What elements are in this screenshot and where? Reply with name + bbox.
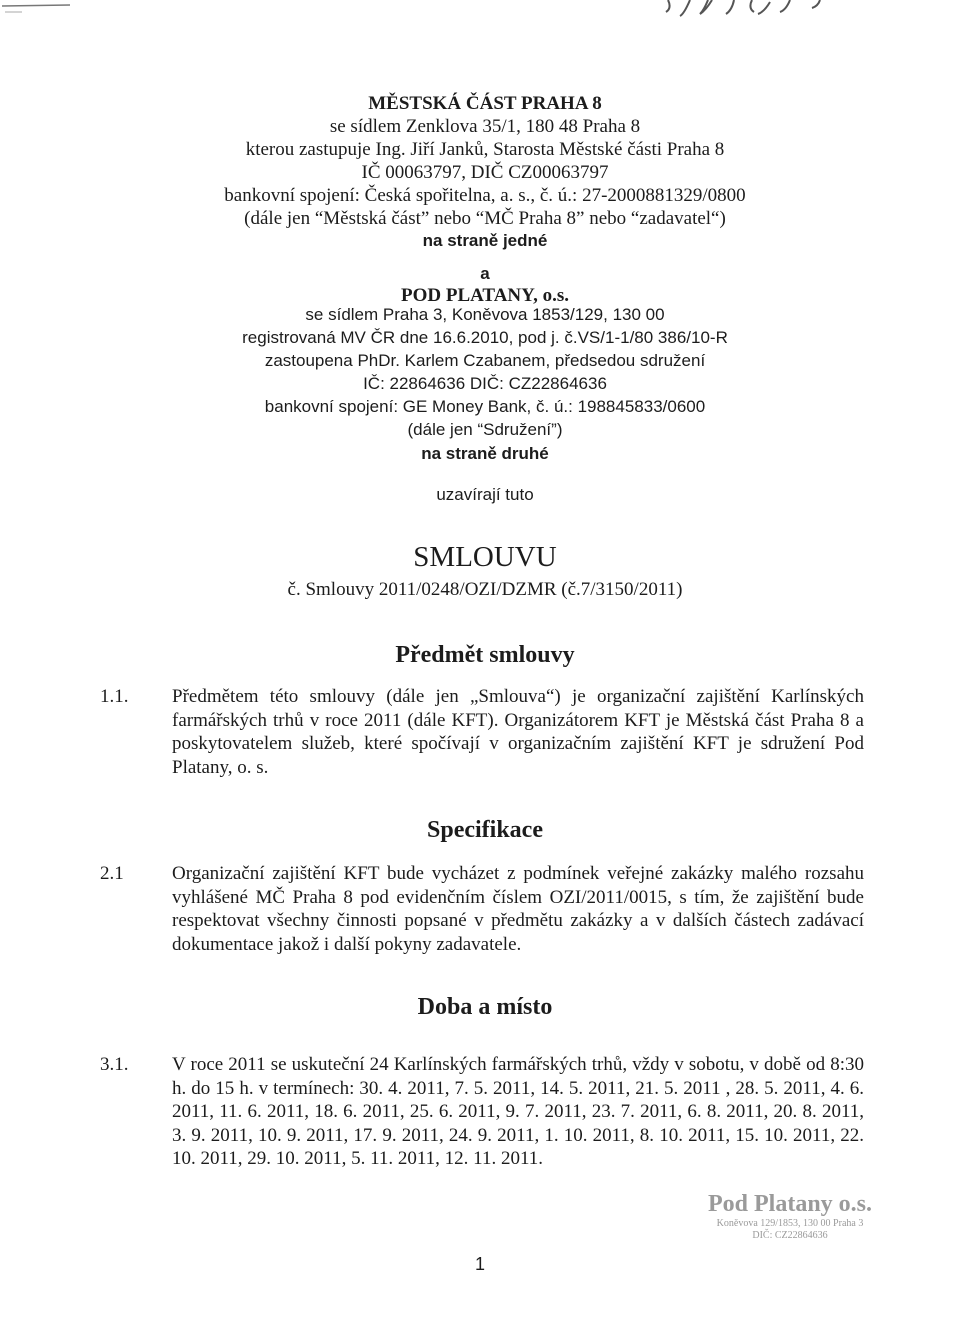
party-two-side: na straně druhé [421,444,549,463]
party-two-bank: bankovní spojení: GE Money Bank, č. ú.: 198845833/0600 [264,397,706,416]
document-title: SMLOUVU [413,541,557,573]
clause-number: 3.1. [100,1054,129,1075]
party-one-bank: bankovní spojení: Česká spořitelna, a. s., č. ú.: 27-2000881329/0800 [224,185,746,206]
parties-connector: a [480,264,490,283]
party-one-seat: se sídlem Zenklova 35/1, 180 48 Praha 8 [329,116,641,137]
party-one-representative: kterou zastupuje Ing. Jiří Janků, Starosta Městské části Praha 8 [245,139,725,160]
section-heading-specification: Specifikace [427,817,543,843]
section-heading-subject: Předmět smlouvy [395,642,575,668]
section-heading-time-place: Doba a místo [417,994,553,1020]
party-one-ids: IČ 00063797, DIČ CZ00063797 [361,162,609,183]
party-two-ids: IČ: 22864636 DIČ: CZ22864636 [363,374,607,393]
page-number: 1 [474,1254,485,1274]
party-one-alias: (dále jen “Městská část” nebo “MČ Praha 8” nebo “zadavatel“) [244,208,726,229]
party-two-seat: se sídlem Praha 3, Koněvova 1853/129, 130 00 [305,305,665,324]
party-two-representative: zastoupena PhDr. Karlem Czabanem, předsedou sdružení [264,351,706,370]
party-two-name: POD PLATANY, o.s. [400,285,570,306]
stamp-dic: DIČ: CZ22864636 [752,1230,828,1241]
clause-text-subject: Předmětem této smlouvy (dále jen „Smlouva“) je organizační zajištění Karlínských farmářských trhů v roce 2011 (dále KFT). Organizátorem KFT je Městská část Praha 8 a poskytovatelem služeb, které spočívají v organizačním zajištění KFT je sdružení Pod Platany, o. s. [172,686,864,778]
clause-number: 1.1. [100,686,129,707]
party-two-registration: registrovaná MV ČR dne 16.6.2010, pod j. č.VS/1-1/80 386/10-R [242,328,728,347]
contract-number: č. Smlouvy 2011/0248/OZI/DZMR (č.7/3150/2011) [287,579,683,600]
scan-artifact-marks [0,0,960,60]
clause-number: 2.1 [100,863,124,884]
stamp-address: Koněvova 129/1853, 130 00 Praha 3 [716,1218,864,1229]
conclude-text: uzavírají tuto [436,485,534,504]
clause-text-specification: Organizační zajištění KFT bude vycházet z podmínek veřejné zakázky malého rozsahu vyhlášené MČ Praha 8 pod evidenčním číslem OZI/2011/0015, s tím, že zajištění bude respektovat všechny činnosti popsané v předmětu zakázky a v dalších částech zadávací dokumentace jakož i další pokyny zadavatele. [172,863,864,955]
party-one-name: MĚSTSKÁ ČÁST PRAHA 8 [368,93,602,114]
clause-text-time-place: V roce 2011 se uskuteční 24 Karlínských farmářských trhů, vždy v sobotu, v době od 8:30 h. do 15 h. v termínech: 30. 4. 2011, 7. 5. 2011, 14. 5. 2011, 21. 5. 2011 , 28. 5. 2011, 4. 6. 2011, 11. 6. 2011, 18. 6. 2011, 25. 6. 2011, 9. 7. 2011, 23. 7. 2011, 6. 8. 2011, 20. 8. 2011, 3. 9. 2011, 10. 9. 2011, 17. 9. 2011, 24. 9. 2011, 1. 10. 2011, 8. 10. 2011, 15. 10. 2011, 22. 10. 2011, 29. 10. 2011, 5. 11. 2011, 12. 11. 2011. [172,1054,864,1169]
party-one-side: na straně jedné [422,231,548,250]
party-two-alias: (dále jen “Sdružení”) [407,420,563,439]
organization-stamp [700,1190,880,1242]
stamp-name: Pod Platany o.s. [707,1191,872,1217]
